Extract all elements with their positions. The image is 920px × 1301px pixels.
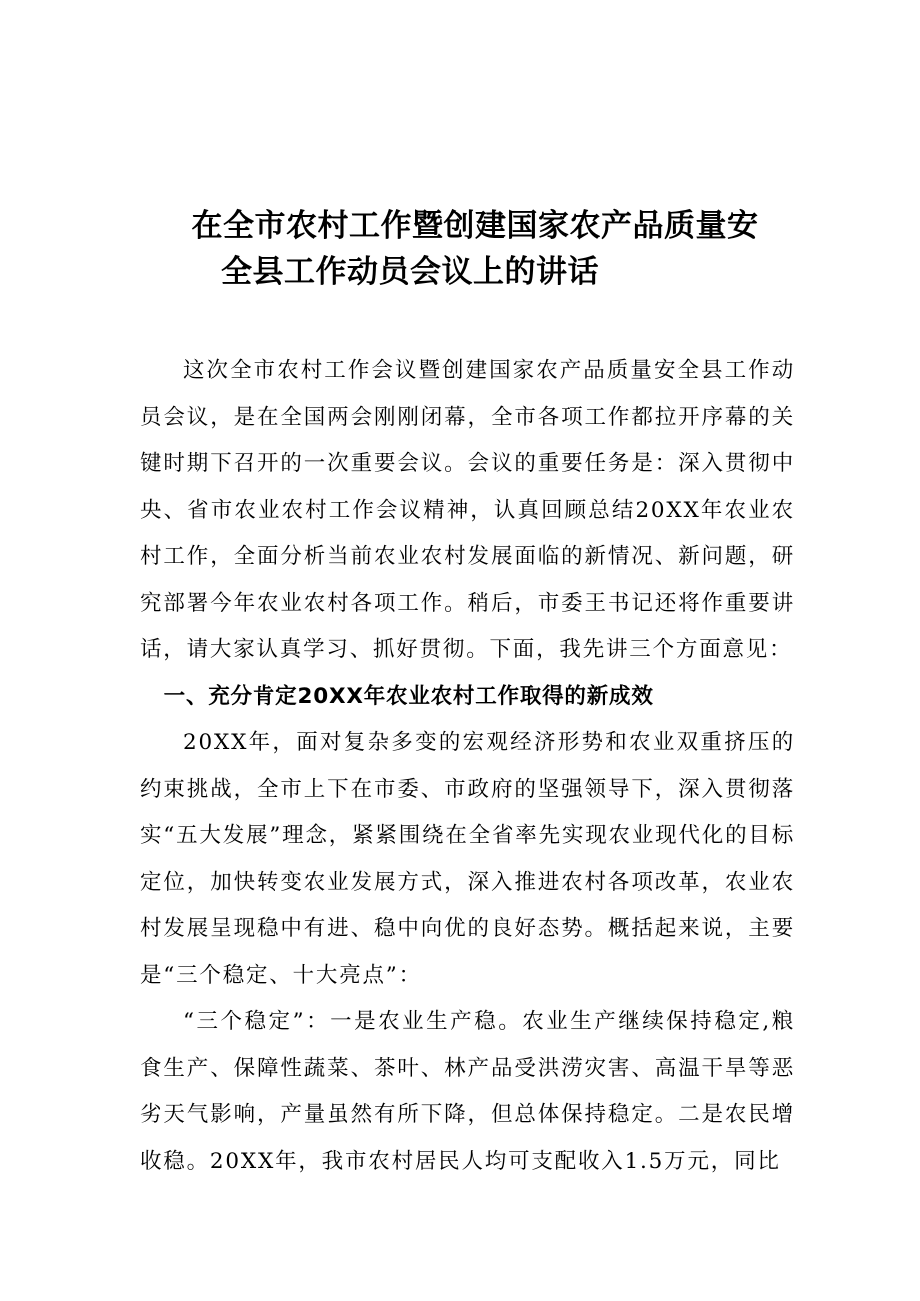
section-1-heading: 一、充分肯定20XX年农业农村工作取得的新成效 [163,683,654,709]
document-title-line-1: 在全市农村工作暨创建国家农产品质量安 [191,208,759,244]
document-title-line-2: 全县工作动员会议上的讲话 [221,254,599,290]
intro-paragraph: 这次全市农村工作会议暨创建国家农产品质量安全县工作动员会议，是在全国两会刚刚闭幕，全市各项工作都拉开序幕的关键时期下召开的一次重要会议。会议的重要任务是：深入贯彻中央、省市农业农村工作会议精神，认真回顾总结20XX年农业农村工作，全面分析当前农业农村发展面临的新情况、新问题，研究部署今年农业农村各项工作。稍后，市委王书记还将作重要讲话，请大家认真学习、抓好贯彻。下面，我先讲三个方面意见： [140,358,795,662]
section-1-paragraph-2: “三个稳定”：一是农业生产稳。农业生产继续保持稳定,粮食生产、保障性蔬菜、茶叶、林产品受洪涝灾害、高温干旱等恶劣天气影响，产量虽然有所下降，但总体保持稳定。二是农民增收稳。20XX年，我市农村居民人均可支配收入1.5万元，同比 [140,1009,795,1174]
document-body [140,348,795,1185]
section-1-paragraph-1: 20XX年，面对复杂多变的宏观经济形势和农业双重挤压的约束挑战，全市上下在市委、市政府的坚强领导下，深入贯彻落实“五大发展”理念，紧紧围绕在全省率先实现农业现代化的目标定位，加快转变农业发展方式，深入推进农村各项改革，农业农村发展呈现稳中有进、稳中向优的良好态势。概括起来说，主要是“三个稳定、十大亮点”： [140,730,795,988]
